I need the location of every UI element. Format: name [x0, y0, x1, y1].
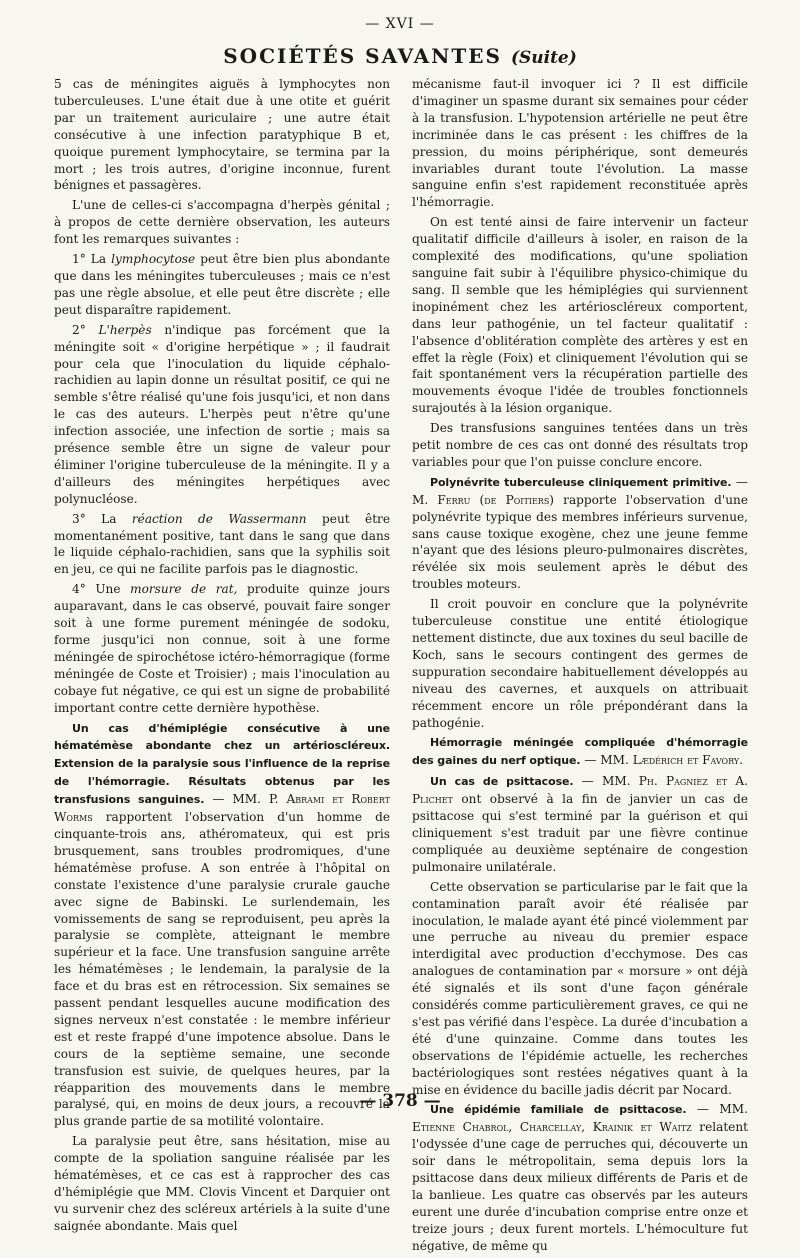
- heading-dash: —: [735, 474, 748, 489]
- heading-dash: —: [584, 753, 597, 768]
- section-heading: Polynévrite tuberculeuse cliniquement primitive.: [430, 475, 732, 489]
- list-item-term: lymphocytose: [111, 252, 196, 267]
- authors: MM. P. Abrami et Robert Worms: [54, 792, 390, 825]
- paragraph: La paralysie peut être, sans hésitation, mise au compte de la spoliation sanguine réalisée par les hématémèses, et ce cas est à rapprocher des cas d'hémiplégie que MM. Clovis Vincent et Darquier ont vu survenir chez des scléreux artériels à la suite d'une saignée abondante. Mais quel: [54, 1134, 390, 1233]
- list-item-text: n'indique pas forcément que la méningite soit « d'origine herpétique » ; il faudrait pour cela que l'inoculation du liquide céphalo-rachidien au lapin donne un résultat positif, ce qui ne semble s'être réalisé qu'une fois jusqu'ici, et non dans le cas des auteurs. L'herpès peut n'être qu'une infection associée, une infection de sortie ; mais sa présence semble être un signe de valeur pour éliminer l'origine tuberculeuse de la méningite. Il y a d'ailleurs des méningites herpétiques avec polynucléose.: [54, 322, 390, 506]
- authors: M. Ferru (de Poitiers): [412, 492, 555, 507]
- list-item-text: peut être bien plus abondante que dans les méningites tuberculeuses ; mais ce n'est pas une règle absolue, et elle peut être discrète ; elle peut disparaître rapidement.: [54, 252, 390, 317]
- list-item-number: 1° La: [72, 252, 107, 267]
- list-item-term: L'herpès: [98, 322, 152, 337]
- roman-page-number: — XVI —: [365, 16, 435, 32]
- left-column: [54, 76, 390, 1238]
- list-item-number: 4° Une: [72, 582, 121, 597]
- section-heading: Un cas de psittacose.: [430, 775, 574, 789]
- section-title-suffix: (Suite): [510, 48, 577, 68]
- authors: MM. Lædérich et Favory.: [600, 753, 743, 768]
- paragraph: 5 cas de méningites aiguës à lymphocytes non tuberculeuses. L'une était due à une otite et guérit par un traitement auriculaire ; une autre était consécutive à une infection paratyphique B et, quoique purement lymphocytaire, se termina par la mort ; les trois autres, d'origine inconnue, furent bénignes et passagères.: [54, 77, 390, 193]
- section-heading: Un cas d'hémiplégie consécutive à une hématémèse abondante chez un artérioscléreux. Extension de la paralysie sous l'influence de la reprise de l'hémorragie. Résultats obtenus par les transfusions sanguines.: [54, 721, 390, 807]
- paragraph: On est tenté ainsi de faire intervenir un facteur qualitatif difficile d'ailleurs à isoler, en raison de la complexité des modifications, qu'une spoliation sanguine fait subir à l'équilibre physico-chimique du sang. Il semble que les hémiplégies qui surviennent inopinément chez les artérioscléreux comportent, dans leur pathogénie, un tel facteur qualitatif : l'absence d'oblitération complète des artères y est en effet la règle (Foix) et cliniquement l'évolution qui se fait spontanément vers la récupération partielle des mouvements évoque l'idée de troubles fonctionnels surajoutés à la lésion organique.: [412, 215, 748, 416]
- paragraph: L'une de celles-ci s'accompagna d'herpès génital ; à propos de cette dernière observation, les auteurs font les remarques suivantes :: [54, 198, 390, 247]
- section-heading: Hémorragie méningée compliquée d'hémorragie des gaines du nerf optique.: [412, 736, 748, 768]
- paragraph-text: relatent l'odyssée d'une cage de perruches qui, découverte un soir dans le métropolitain, sema depuis lors la psittacose dans deux milieux différents de Paris et de la banlieue. Les quatre cas observés par les auteurs eurent une durée d'incubation comprise entre onze et treize jours ; deux furent mortels. L'hémoculture fut négative, de même qu: [412, 1120, 748, 1253]
- paragraph-text: rapporte l'observation d'une polynévrite typique des membres inférieurs survenue, sans cause toxique exogène, chez une jeune femme n'ayant que des lésions pleuro-pulmonaires discrètes, révélée six mois seulement après le début des troubles moteurs.: [412, 492, 748, 592]
- list-item-term: réaction de Wassermann: [131, 511, 307, 526]
- section-paragraph: [412, 1101, 748, 1254]
- list-item-number: 2°: [72, 322, 86, 337]
- heading-dash: —: [696, 1102, 709, 1117]
- list-item: [54, 511, 390, 579]
- section-heading: Une épidémie familiale de psittacose.: [430, 1103, 687, 1117]
- list-item-term: morsure de rat,: [130, 582, 238, 597]
- paragraph-text: rapportent l'observation d'un homme de cinquante-trois ans, athéromateux, qui est pris brusquement, sans troubles prodromiques, d'une hématémèse profuse. A son entrée à l'hôpital on constate l'existence d'une paralysie crurale gauche avec signe de Babinski. Le surlendemain, les vomissements de sang se reproduisent, peu après la paralysie se complète, atteignant le membre supérieur et la face. Une transfusion sanguine arrête les hématémèses ; le lendemain, la paralysie de la face et du bras est en rétrocession. Six semaines se passent pendant lesquelles aucune modification des signes nerveux n'est constatée : le membre inférieur est et reste frappé d'une impotence absolue. Dans le cours de la septième semaine, une seconde transfusion est suivie, de quelques heures, par la réapparition des mouvements dans le membre paralysé, qui, en moins de deux jours, a recouvré la plus grande partie de sa motilité volontaire.: [54, 810, 390, 1129]
- right-column: [412, 76, 748, 1258]
- section-title: SOCIÉTÉS SAVANTES: [223, 44, 502, 68]
- section-paragraph: [412, 474, 748, 593]
- list-item: [54, 251, 390, 319]
- list-item-number: 3° La: [72, 511, 117, 526]
- paragraph: Il croit pouvoir en conclure que la polynévrite tuberculeuse constitue une entité étiologique nettement distincte, due aux toxines du seul bacille de Koch, sans le secours contingent des germes de suppuration secondaire habituellement développés au niveau des cavernes, et auxquels on attribuait récemment encore un rôle prépondérant dans la pathogénie.: [412, 597, 748, 730]
- heading-dash: —: [212, 792, 225, 807]
- paragraph: Cette observation se particularise par le fait que la contamination paraît avoir été réalisée par inoculation, le malade ayant été pincé violemment par une perruche au niveau du premier espace interdigital avec production d'ecchymose. Des cas analogues de contamination par « morsure » ont déjà été signalés et ils sont d'une façon générale considérés comme particulièrement graves, ce qui ne s'est pas vérifié dans l'espèce. La durée d'incubation a été d'une quinzaine. Comme dans toutes les observations de l'épidémie actuelle, les recherches bactériologiques sont restées négatives quant à la mise en évidence du bacille jadis décrit par Nocard.: [412, 879, 748, 1097]
- running-head: [0, 44, 800, 68]
- section-paragraph: [412, 734, 748, 770]
- list-item: [54, 322, 390, 508]
- section-paragraph: [412, 773, 748, 875]
- heading-dash: —: [581, 774, 594, 789]
- list-item-text: peut être momentanément positive, tant dans le sang que dans le liquide céphalo-rachidien, sans que la syphilis soit en jeu, ce qui ne facilite parfois pas le diagnostic.: [54, 511, 390, 577]
- page-number: — 378 —: [359, 1091, 441, 1111]
- section-paragraph: [54, 720, 390, 1131]
- list-item: [54, 581, 390, 716]
- paragraph: Des transfusions sanguines tentées dans un très petit nombre de ces cas ont donné des résultats trop variables pour que l'on puisse conclure encore.: [412, 421, 748, 469]
- authors: MM. Etienne Chabrol, Charcellay, Krainik et Waitz: [412, 1102, 748, 1135]
- authors: MM. Ph. Pagniez et A. Plichet: [412, 774, 748, 807]
- list-item-text: produite quinze jours auparavant, dans le cas observé, pouvait faire songer soit à une forme purement méningée de sodoku, forme jusqu'ici non connue, soit à une forme méningée de spirochétose ictéro-hémorragique (forme méningée de Coste et Troisier) ; mais l'inoculation au cobaye fut négative, ce qui est un signe de probabilité important contre cette dernière hypothèse.: [54, 582, 390, 715]
- paragraph: mécanisme faut-il invoquer ici ? Il est difficile d'imaginer un spasme durant six semaines pour céder à la transfusion. L'hypotension artérielle ne peut être incriminée dans le cas présent : les chiffres de la pression, du moins périphérique, sont demeurés invariables durant toute l'évolution. La masse sanguine enfin s'est rapidement reconstituée après l'hémorragie.: [412, 77, 748, 210]
- paragraph-text: ont observé à la fin de janvier un cas de psittacose qui s'est terminé par la guérison et qui cliniquement s'est traduit par une fièvre continue compliquée au deuxième septénaire de congestion pulmonaire unilatérale.: [412, 792, 748, 874]
